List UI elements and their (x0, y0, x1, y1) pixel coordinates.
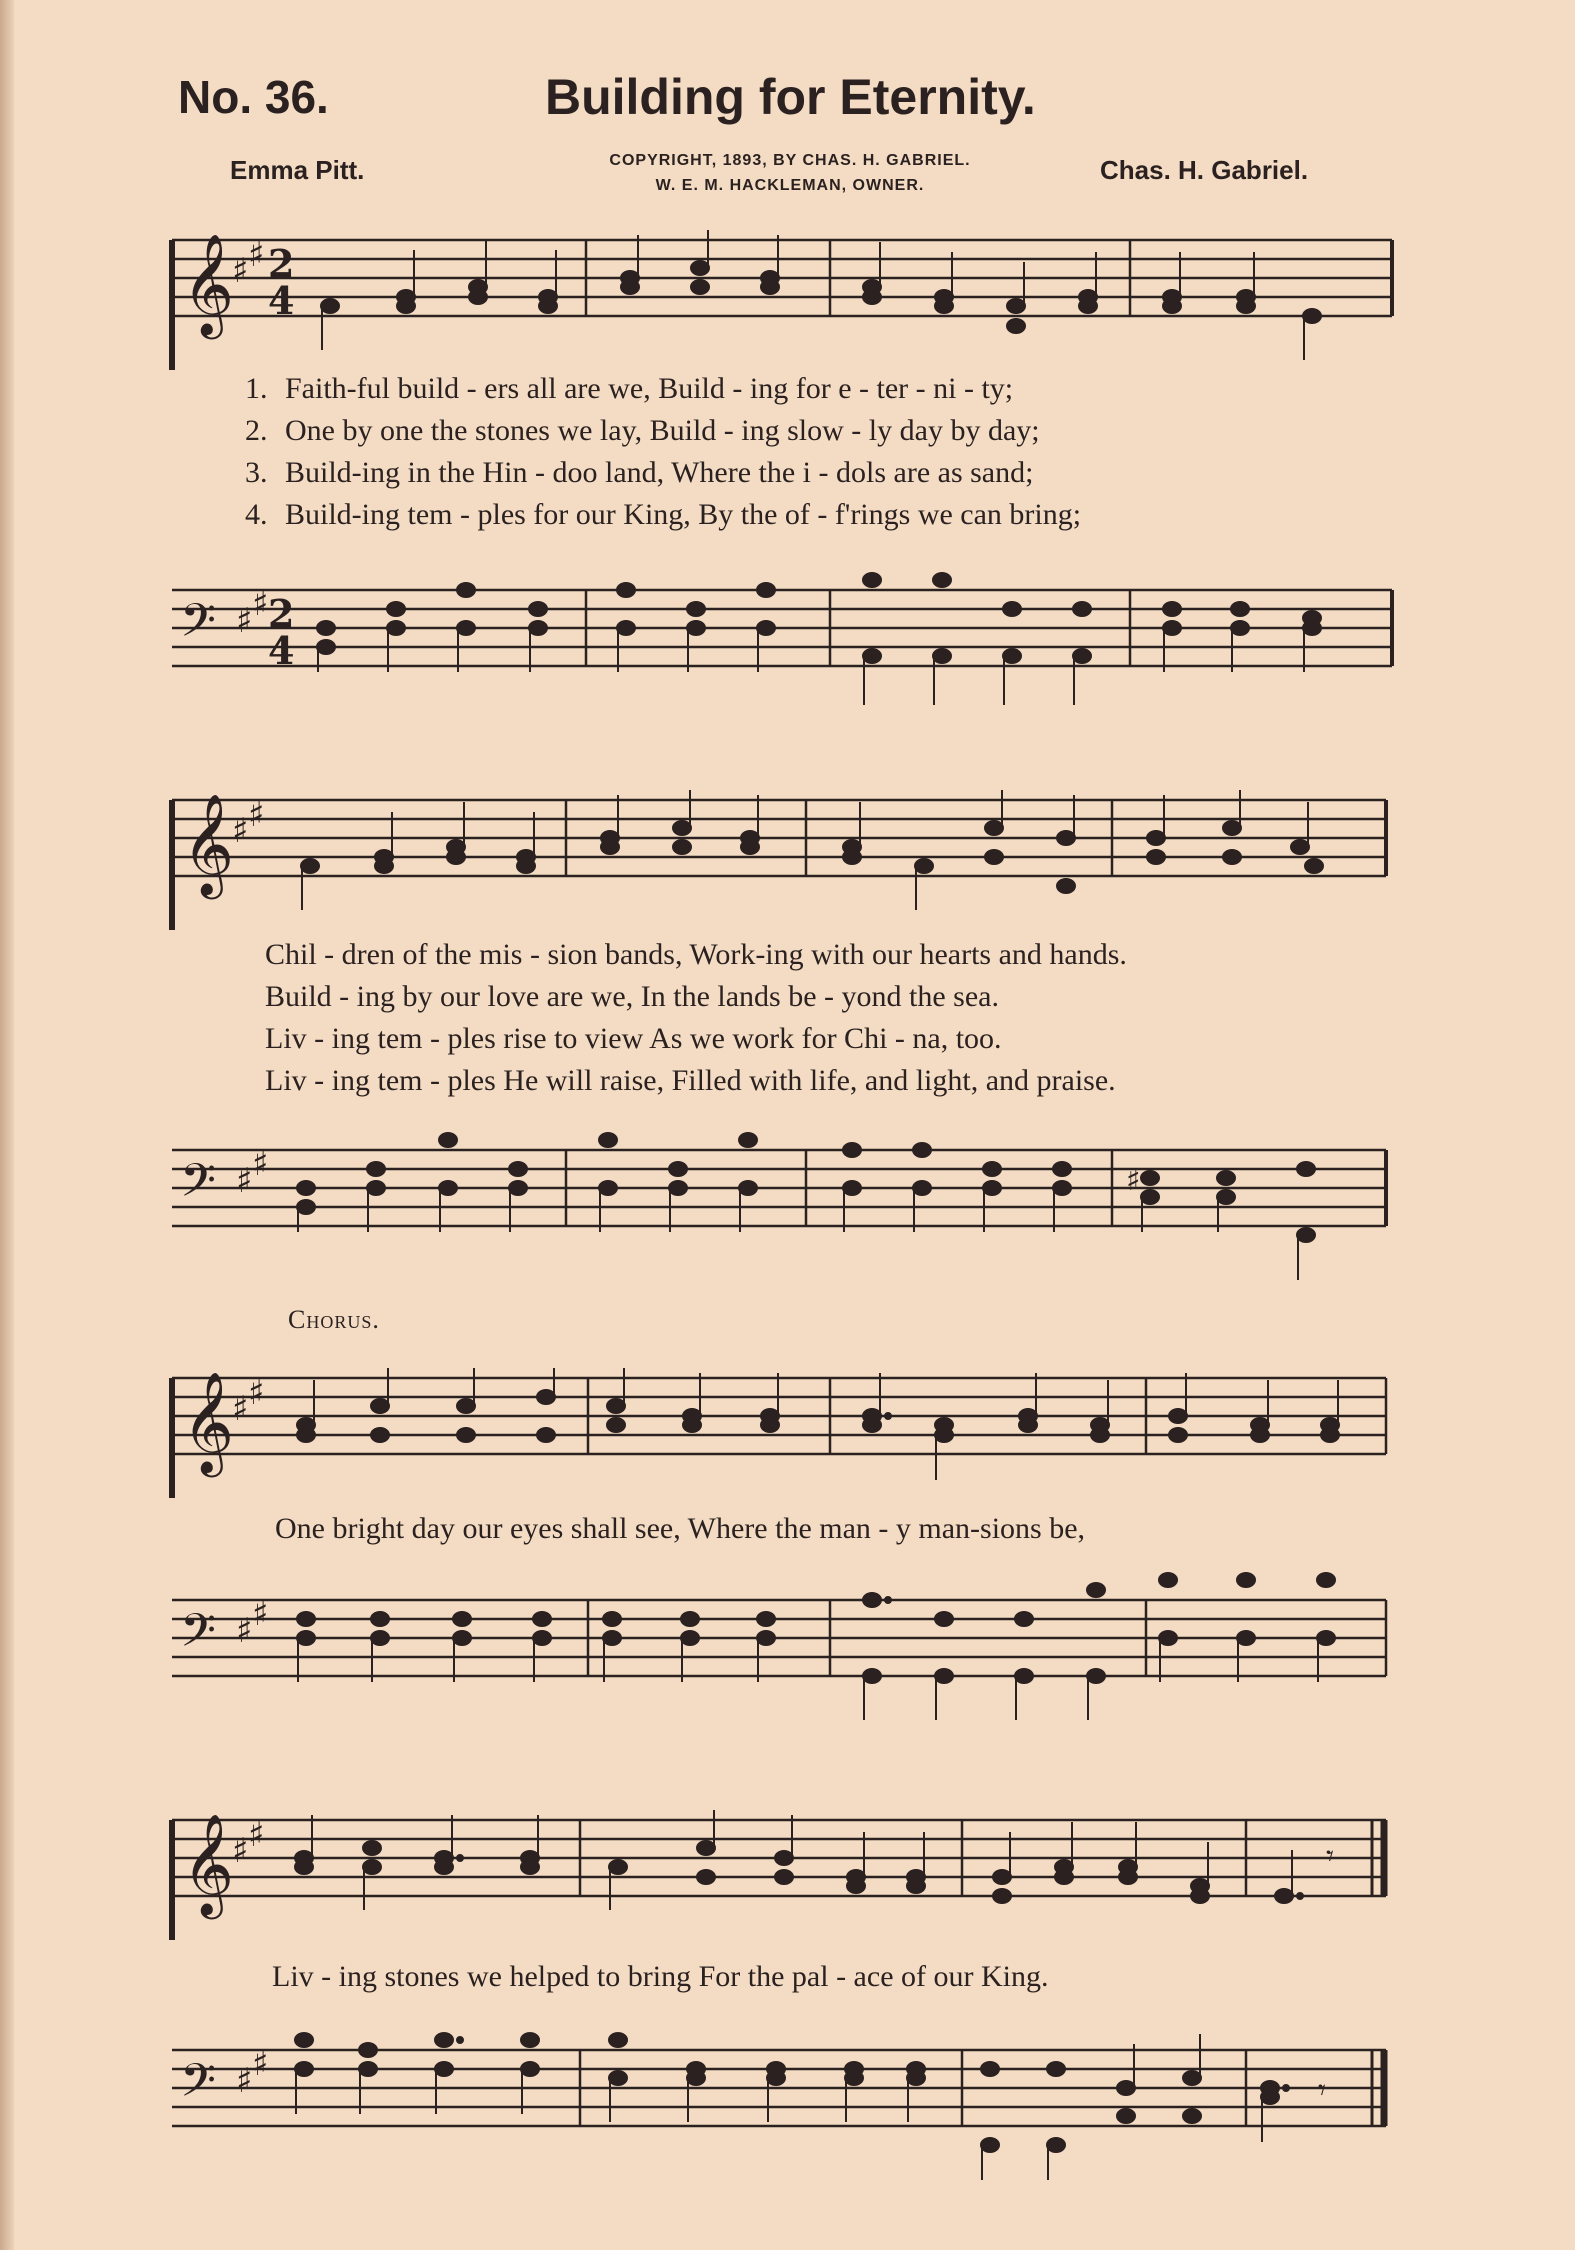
svg-text:♯: ♯ (248, 795, 265, 835)
svg-text:♯: ♯ (232, 251, 249, 291)
svg-text:♯: ♯ (252, 2044, 269, 2084)
svg-text:𝄾: 𝄾 (1318, 2073, 1326, 2108)
hymn-number: No. 36. (178, 71, 329, 123)
svg-text:𝄞: 𝄞 (182, 1812, 235, 1915)
system-4-treble-staff (0, 1810, 1575, 1940)
svg-text:4: 4 (268, 628, 295, 673)
copyright-notice (560, 148, 1020, 198)
hymn-title: Building for Eternity. (545, 69, 1036, 125)
svg-text:𝄢: 𝄢 (180, 1604, 217, 1669)
composer: Chas. H. Gabriel. (1100, 155, 1309, 185)
section2-lyric-1: Chil - dren of the mis - sion bands, Work-ing with our hearts and hands. (265, 938, 1127, 971)
system-3-treble-staff (0, 1368, 1575, 1498)
svg-text:𝄞: 𝄞 (182, 232, 235, 335)
system-2-bass-staff (0, 1120, 1575, 1280)
svg-text:♯: ♯ (236, 2061, 253, 2101)
svg-text:𝄢: 𝄢 (180, 594, 217, 659)
chorus-lyric-1: One bright day our eyes shall see, Where the man - y man-sions be, (275, 1512, 1086, 1545)
svg-text:♯: ♯ (1126, 1163, 1141, 1198)
svg-text:2: 2 (268, 591, 295, 636)
system-2-treble-staff (0, 790, 1575, 930)
svg-text:𝄢: 𝄢 (180, 2054, 217, 2119)
system-1-bass-staff (0, 560, 1575, 720)
section2-lyric-2: Build - ing by our love are we, In the lands be - yond the sea. (265, 980, 999, 1013)
chorus-label: Chorus. (288, 1305, 380, 1334)
system-3-bass-staff (0, 1560, 1575, 1720)
verse-2-lyric: 2. One by one the stones we lay, Build - ing slow - ly day by day; (245, 414, 1040, 447)
svg-text:2: 2 (268, 241, 295, 286)
svg-text:♯: ♯ (248, 1373, 265, 1413)
svg-text:♯: ♯ (232, 1831, 249, 1871)
svg-text:♯: ♯ (252, 1144, 269, 1184)
section2-lyric-4: Liv - ing tem - ples He will raise, Filled with life, and light, and praise. (265, 1064, 1116, 1097)
svg-text:♯: ♯ (232, 1389, 249, 1429)
lyricist: Emma Pitt. (230, 155, 365, 185)
svg-text:♯: ♯ (236, 1611, 253, 1651)
svg-text:4: 4 (268, 278, 295, 323)
hymn-header (0, 0, 1575, 200)
verse-3-lyric: 3. Build-ing in the Hin - doo land, Where the i - dols are as sand; (245, 456, 1034, 489)
svg-text:𝄞: 𝄞 (182, 1370, 235, 1473)
verse-4-lyric: 4. Build-ing tem - ples for our King, By the of - f'rings we can bring; (245, 498, 1082, 531)
owner-line: W. E. M. HACKLEMAN, OWNER. (655, 177, 925, 194)
svg-text:♯: ♯ (252, 1594, 269, 1634)
system-4-bass-staff (0, 2010, 1575, 2180)
svg-text:♯: ♯ (248, 235, 265, 275)
chorus-lyric-2: Liv - ing stones we helped to bring For the pal - ace of our King. (272, 1960, 1049, 1993)
verse-1-lyric: 1. Faith-ful build - ers all are we, Build - ing for e - ter - ni - ty; (245, 372, 1014, 405)
svg-text:♯: ♯ (236, 601, 253, 641)
svg-text:𝄞: 𝄞 (182, 792, 235, 895)
svg-text:♯: ♯ (248, 1815, 265, 1855)
system-1-treble-staff (0, 230, 1575, 370)
svg-text:𝄢: 𝄢 (180, 1154, 217, 1219)
svg-text:♯: ♯ (252, 584, 269, 624)
copyright-line: COPYRIGHT, 1893, BY CHAS. H. GABRIEL. (609, 152, 971, 169)
section2-lyric-3: Liv - ing tem - ples rise to view As we work for Chi - na, too. (265, 1022, 1002, 1055)
svg-text:♯: ♯ (232, 811, 249, 851)
svg-text:♯: ♯ (236, 1161, 253, 1201)
svg-text:𝄾: 𝄾 (1326, 1839, 1334, 1874)
